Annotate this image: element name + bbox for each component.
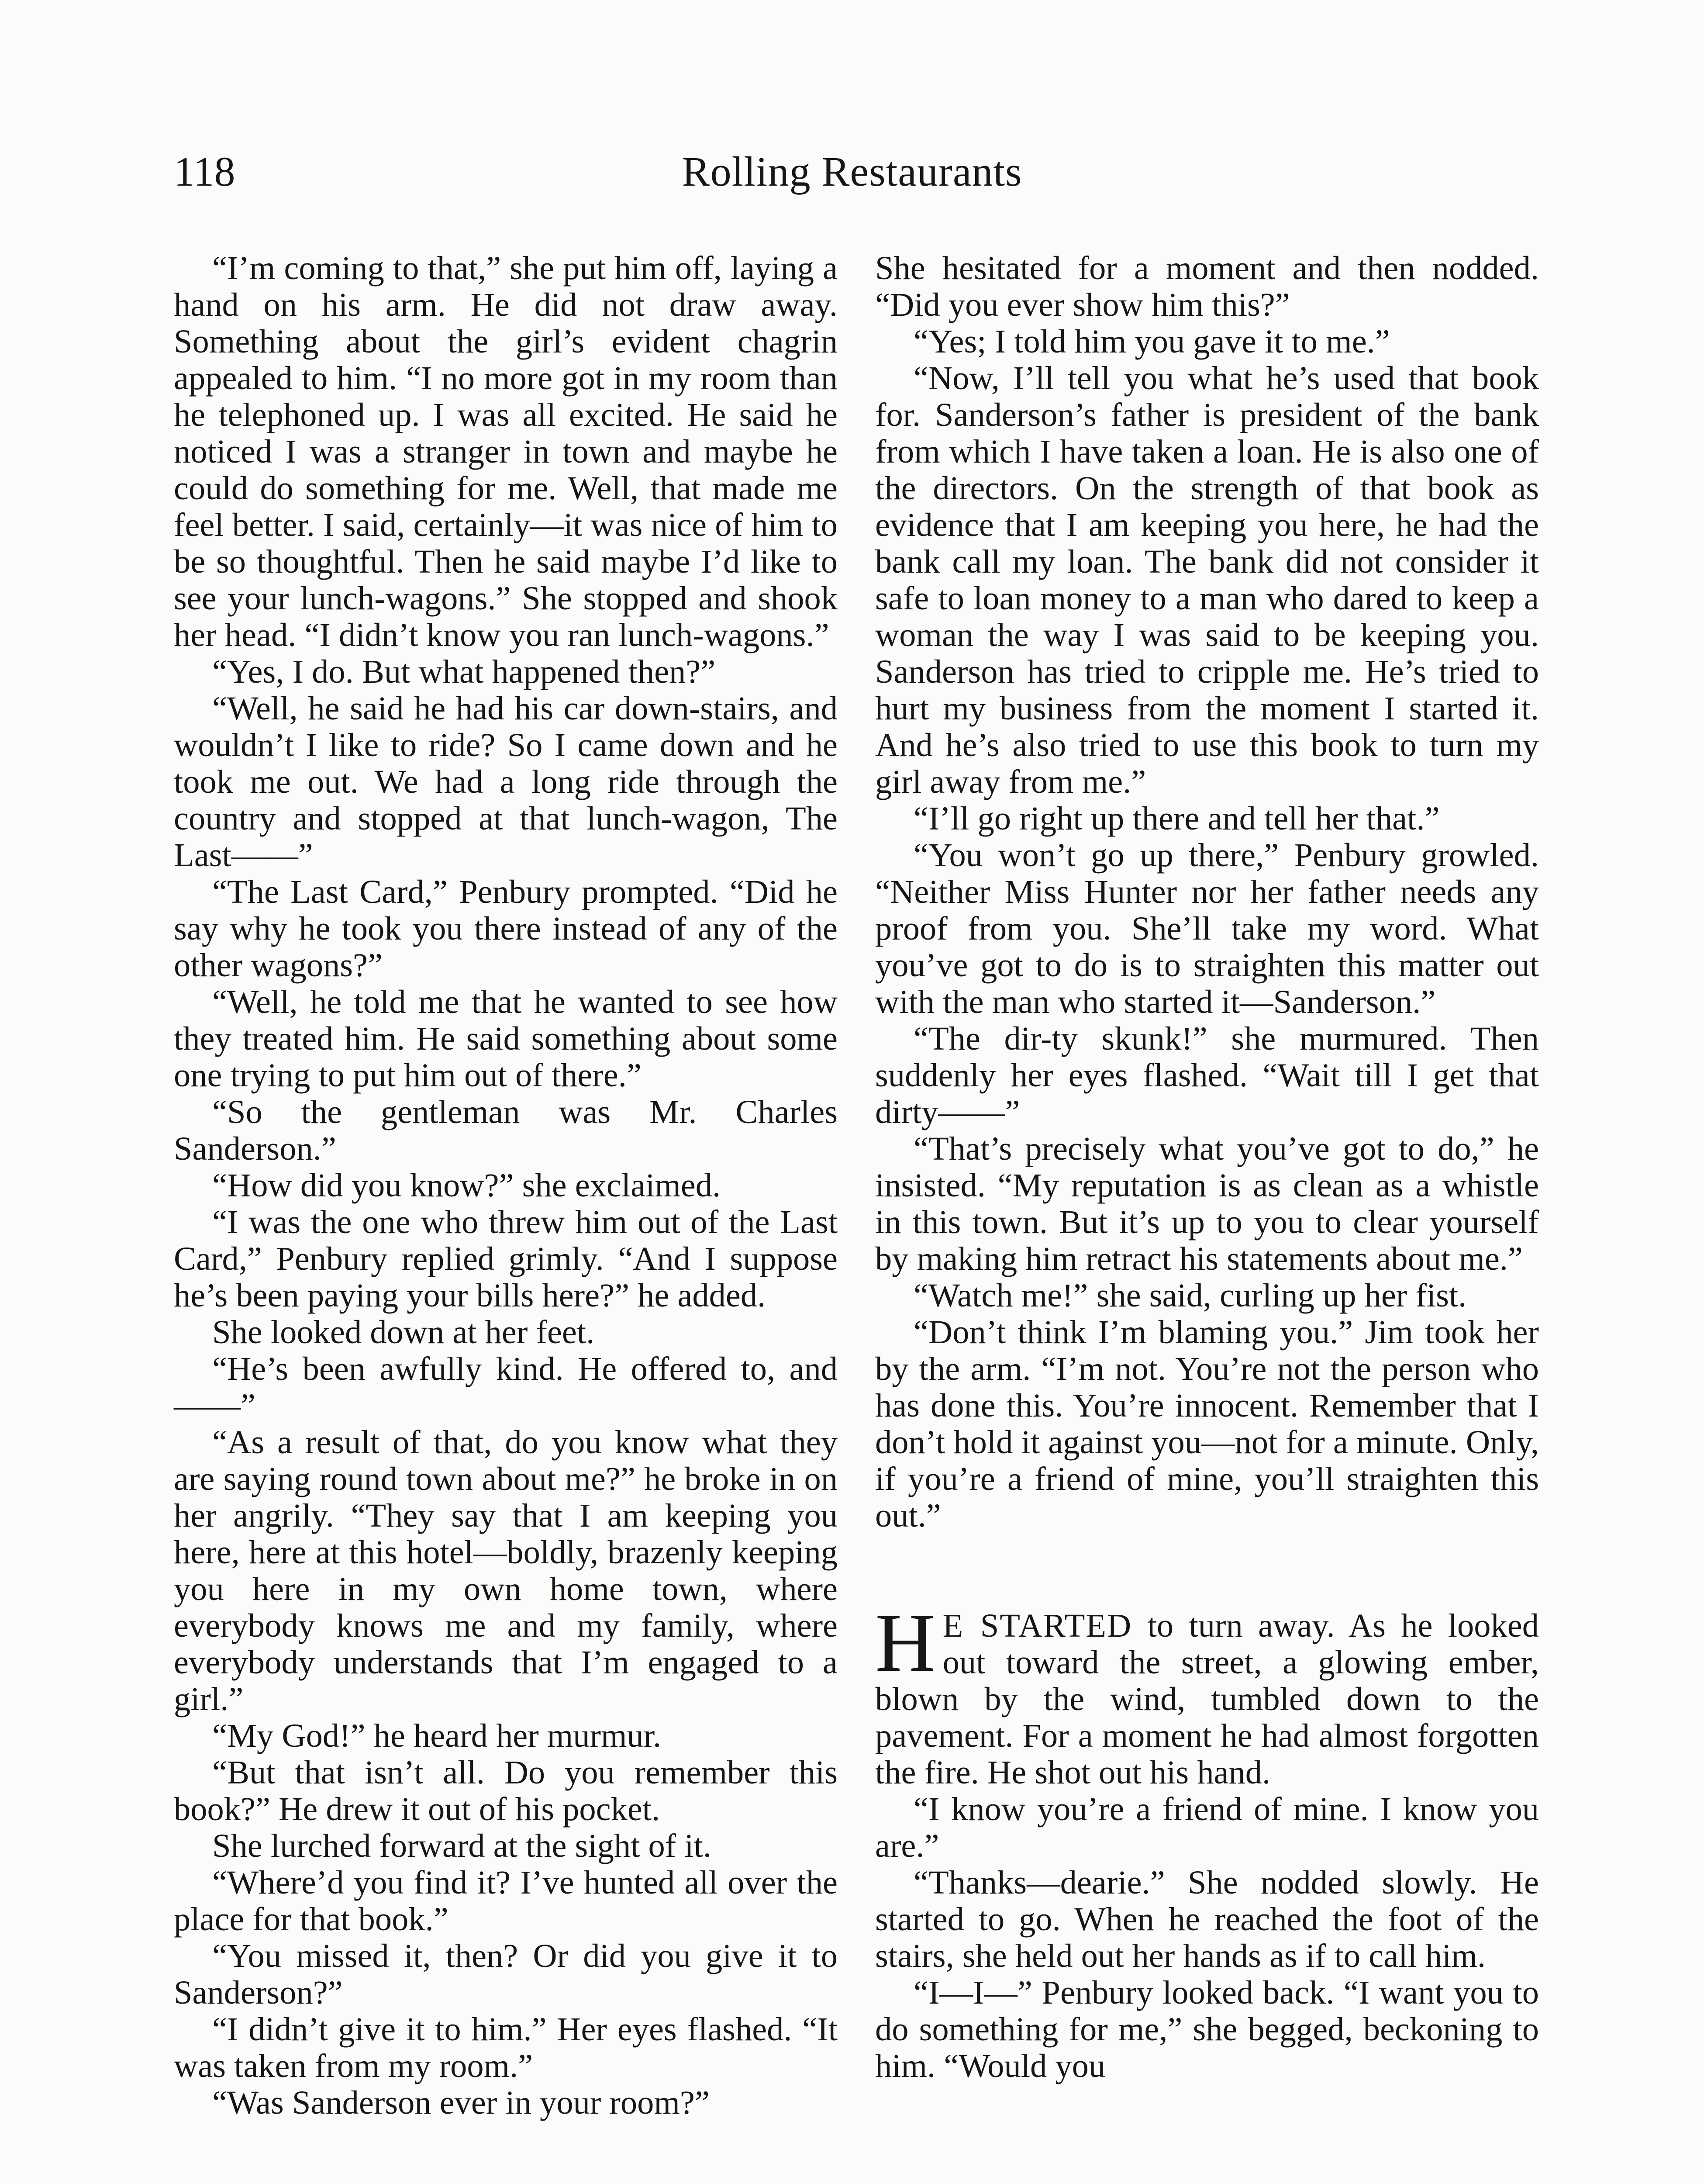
paragraph: She hesitated for a moment and then nodded. “Did you ever show him this?”	[875, 249, 1539, 323]
paragraph: “So the gentleman was Mr. Charles Sanderson.”	[174, 1093, 838, 1167]
paragraph: “I know you’re a friend of mine. I know you are.”	[875, 1790, 1539, 1864]
paragraph: “How did you know?” she exclaimed.	[212, 1167, 721, 1204]
lead-in-small-caps: E STARTED	[942, 1607, 1132, 1644]
paragraph: “I’m coming to that,” she put him off, laying a hand on his arm. He did not draw away. Something about the girl’s evident chagrin appealed to him. “I no more got in my room than he telephoned up. I was all excited. He said he noticed I was a stranger in town and maybe he could do something for me. Well, that made me feel better. I said, certainly—it was nice of him to be so thoughtful. Then he said maybe I’d like to see your lunch-wagons.” She stopped and shook her head. “I didn’t know you ran lunch-wagons.”	[174, 249, 838, 653]
paragraph: “Well, he told me that he wanted to see how they treated him. He said something about some one trying to put him out of there.”	[174, 983, 838, 1094]
lead-in-text: to turn away. As he looked out toward the street, a glowing ember, blown by the wind, tumbled down to the pavement. For a moment he had almost forgotten the fire. He shot out his hand.	[875, 1607, 1539, 1791]
left-column	[174, 250, 838, 2121]
paragraph: “You missed it, then? Or did you give it to Sanderson?”	[174, 1937, 838, 2011]
drop-cap: H	[875, 1596, 936, 1689]
paragraph: “Was Sanderson ever in your room?”	[212, 2084, 710, 2121]
section-opening-paragraph	[875, 1596, 1539, 1791]
paragraph: “Well, he said he had his car down-stairs, and wouldn’t I like to ride? So I came down and he took me out. We had a long ride through the country and stopped at that lunch-wagon, The Last——”	[174, 690, 838, 874]
paragraph: “Don’t think I’m blaming you.” Jim took her by the arm. “I’m not. You’re not the person who has done this. You’re innocent. Remember that I don’t hold it against you—not for a minute. Only, if you’re a friend of mine, you’ll straighten this out.”	[875, 1313, 1539, 1534]
paragraph: “You won’t go up there,” Penbury growled. “Neither Miss Hunter nor her father needs any proof from you. She’ll take my word. What you’ve got to do is to straighten this matter out with the man who started it—Sanderson.”	[875, 836, 1539, 1020]
paragraph: “The dir-ty skunk!” she murmured. Then suddenly her eyes flashed. “Wait till I get that dirty——”	[875, 1020, 1539, 1130]
paragraph: “Yes; I told him you gave it to me.”	[914, 323, 1390, 360]
running-title: Rolling Restaurants	[682, 148, 1022, 195]
paragraph: “Where’d you find it? I’ve hunted all over the place for that book.”	[174, 1864, 838, 1938]
paragraph: “Now, I’ll tell you what he’s used that book for. Sanderson’s father is president of the bank from which I have taken a loan. He is also one of the directors. On the strength of that book as evidence that I am keeping you here, he had the bank call my loan. The bank did not consider it safe to loan money to a man who dared to keep a woman the way I was said to be keeping you. Sanderson has tried to cripple me. He’s tried to hurt my business from the moment I started it. And he’s also tried to use this book to turn my girl away from me.”	[875, 359, 1539, 800]
paragraph: “The Last Card,” Penbury prompted. “Did he say why he took you there instead of any of the other wagons?”	[174, 873, 838, 984]
paragraph: “That’s precisely what you’ve got to do,” he insisted. “My reputation is as clean as a whistle in this town. But it’s up to you to clear yourself by making him retract his statements about me.”	[875, 1130, 1539, 1277]
paragraph: “I didn’t give it to him.” Her eyes flashed. “It was taken from my room.”	[174, 2011, 838, 2084]
paragraph: “As a result of that, do you know what they are saying round town about me?” he broke in on her angrily. “They say that I am keeping you here, here at this hotel—boldly, brazenly keeping you here in my own home town, where everybody knows me and my family, where everybody understands that I’m engaged to a girl.”	[174, 1424, 838, 1717]
paragraph: “He’s been awfully kind. He offered to, and——”	[174, 1350, 838, 1424]
paragraph: She lurched forward at the sight of it.	[212, 1827, 711, 1864]
page-number: 118	[174, 148, 235, 195]
section-break	[875, 1534, 1539, 1607]
paragraph: She looked down at her feet.	[212, 1313, 595, 1351]
paragraph: “Thanks—dearie.” She nodded slowly. He started to go. When he reached the foot of the stairs, she held out her hands as if to call him.	[875, 1864, 1539, 1974]
paragraph: “Watch me!” she said, curling up her fist.	[914, 1277, 1467, 1314]
right-column	[875, 250, 1539, 2084]
paragraph: “I was the one who threw him out of the Last Card,” Penbury replied grimly. “And I suppose he’s been paying your bills here?” he added.	[174, 1203, 838, 1314]
paragraph: “I—I—” Penbury looked back. “I want you to do something for me,” she begged, beckoning to him. “Would you	[875, 1974, 1539, 2084]
paragraph: “My God!” he heard her murmur.	[212, 1717, 662, 1754]
paragraph: “I’ll go right up there and tell her that.”	[914, 800, 1440, 837]
paragraph: “Yes, I do. But what happened then?”	[212, 653, 716, 690]
paragraph: “But that isn’t all. Do you remember this book?” He drew it out of his pocket.	[174, 1754, 838, 1828]
